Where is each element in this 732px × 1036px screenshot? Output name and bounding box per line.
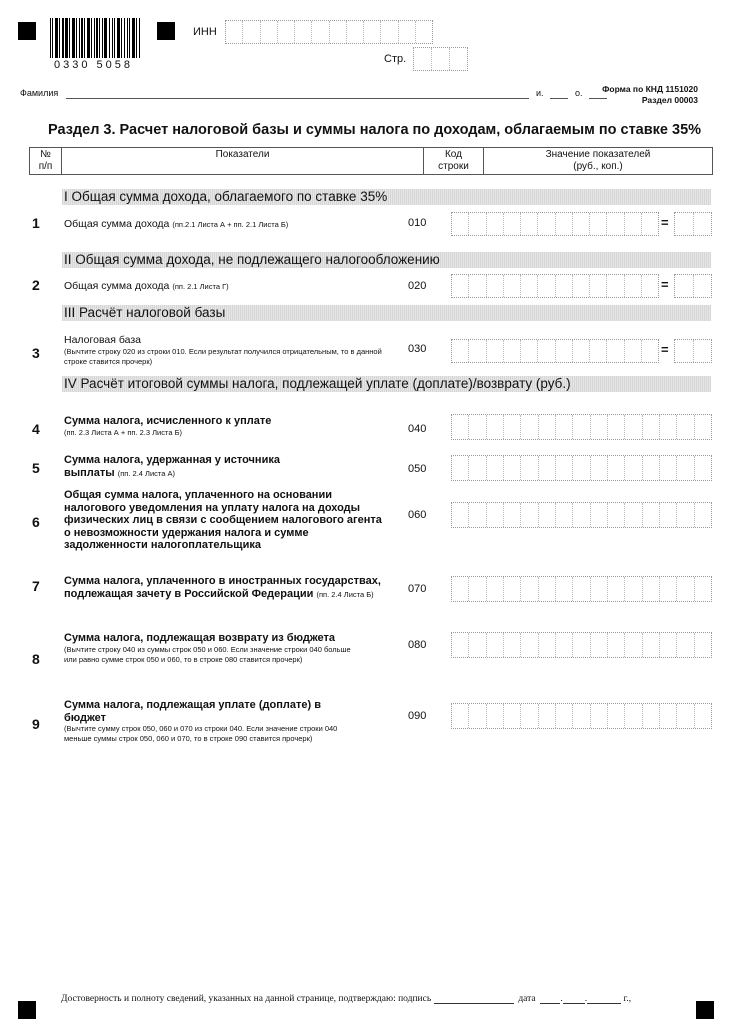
digit-cell[interactable] xyxy=(590,213,607,235)
row-code: 090 xyxy=(408,710,427,722)
certification-footer: Достоверность и полноту сведений, указанных на данной странице, подтверждаю: подпись дата . . г., xyxy=(61,994,632,1004)
digit-cell[interactable] xyxy=(487,340,504,362)
row-code: 040 xyxy=(408,423,427,435)
row-note: (Вычтите сумму строк 050, 060 и 070 из строки 040. Если значение строки 040 меньше суммы строк 050, 060 и 070, то в строке 090 ставится прочерк) xyxy=(64,724,338,743)
digit-cell[interactable] xyxy=(643,577,660,601)
digit-cell[interactable] xyxy=(469,456,486,480)
barcode-bar xyxy=(91,18,92,58)
row-number: 9 xyxy=(32,716,40,732)
initial-i-field[interactable] xyxy=(550,98,568,99)
amount-field[interactable] xyxy=(451,414,712,440)
year-suffix: г., xyxy=(623,994,632,1004)
digit-cell[interactable] xyxy=(591,456,608,480)
row-code: 070 xyxy=(408,583,427,595)
col-indicators-label: Показатели xyxy=(215,149,270,160)
digit-cell[interactable] xyxy=(504,503,521,527)
row-label xyxy=(64,415,394,438)
page-label: Стр. xyxy=(384,53,407,65)
barcode-bar xyxy=(127,18,128,58)
row-label xyxy=(64,489,389,552)
digit-cell[interactable] xyxy=(660,456,677,480)
inn-field[interactable] xyxy=(225,20,433,44)
barcode-bar xyxy=(136,18,137,58)
col-code-line2: строки xyxy=(438,161,469,172)
digit-cell[interactable] xyxy=(675,213,694,235)
digit-cell[interactable] xyxy=(642,213,658,235)
row-title: Сумма налога, удержанная у источника выплаты xyxy=(64,454,280,479)
form-code: Форма по КНД 1151020 xyxy=(602,84,698,94)
digit-cell[interactable] xyxy=(556,704,573,728)
barcode-bar xyxy=(50,18,51,58)
row-title: Сумма налога, исчисленного к уплате xyxy=(64,415,272,427)
col-code-header xyxy=(424,148,484,174)
amount-rubles-field[interactable] xyxy=(451,212,659,236)
digit-cell[interactable] xyxy=(625,456,642,480)
digit-cell[interactable] xyxy=(677,456,694,480)
row-ref: (пп. 2.1 Листа Г) xyxy=(172,282,229,291)
corner-marker-top-left xyxy=(18,22,36,40)
digit-cell[interactable] xyxy=(591,633,608,657)
digit-cell[interactable] xyxy=(556,415,573,439)
section-header-4: IV Расчёт итоговой суммы налога, подлежащей уплате (доплате)/возврату (руб.) xyxy=(62,376,711,392)
row-code: 060 xyxy=(408,509,427,521)
barcode-bar xyxy=(96,18,98,58)
barcode xyxy=(50,18,142,58)
digit-cell[interactable] xyxy=(677,503,694,527)
digit-cell[interactable] xyxy=(695,456,711,480)
digit-cell[interactable] xyxy=(625,415,642,439)
digit-cell[interactable] xyxy=(347,21,364,43)
corner-marker-bottom-left xyxy=(18,1001,36,1019)
digit-cell[interactable] xyxy=(539,415,556,439)
amount-kopecks-field[interactable] xyxy=(674,212,712,236)
digit-cell[interactable] xyxy=(556,577,573,601)
barcode-bar xyxy=(72,18,75,58)
digit-cell[interactable] xyxy=(469,213,486,235)
digit-cell[interactable] xyxy=(590,275,607,297)
digit-cell[interactable] xyxy=(504,704,521,728)
digit-cell[interactable] xyxy=(278,21,295,43)
digit-cell[interactable] xyxy=(660,704,677,728)
digit-cell[interactable] xyxy=(243,21,260,43)
row-code: 050 xyxy=(408,463,427,475)
digit-cell[interactable] xyxy=(695,633,711,657)
digit-cell[interactable] xyxy=(694,340,712,362)
row-label xyxy=(64,575,394,601)
barcode-bar xyxy=(109,18,111,58)
barcode-bar xyxy=(124,18,126,58)
certification-text: Достоверность и полноту сведений, указанных на данной странице, подтверждаю: подпись xyxy=(61,994,432,1004)
digit-cell[interactable] xyxy=(295,21,312,43)
barcode-bar xyxy=(132,18,135,58)
digit-cell[interactable] xyxy=(504,577,521,601)
row-label xyxy=(64,280,394,294)
digit-cell[interactable] xyxy=(643,704,660,728)
digit-cell[interactable] xyxy=(591,503,608,527)
digit-cell[interactable] xyxy=(432,48,450,70)
digit-cell[interactable] xyxy=(695,415,711,439)
digit-cell[interactable] xyxy=(660,633,677,657)
digit-cell[interactable] xyxy=(450,48,467,70)
surname-label: Фамилия xyxy=(20,88,59,98)
corner-marker-bottom-right xyxy=(696,1001,714,1019)
digit-cell[interactable] xyxy=(539,633,556,657)
digit-cell[interactable] xyxy=(452,633,469,657)
digit-cell[interactable] xyxy=(675,340,694,362)
digit-cell[interactable] xyxy=(504,340,521,362)
inn-label: ИНН xyxy=(193,26,217,38)
digit-cell[interactable] xyxy=(312,21,329,43)
page-number-field[interactable] xyxy=(413,47,468,71)
row-note: (Вычтите строку 040 из суммы строк 050 и 060. Если значение строки 040 больше или равно сумме строк 050 и 060, то в строке 080 ставится прочерк) xyxy=(64,644,351,664)
digit-cell[interactable] xyxy=(364,21,381,43)
digit-cell[interactable] xyxy=(608,503,625,527)
date-year-field[interactable] xyxy=(587,995,621,1004)
digit-cell[interactable] xyxy=(487,275,504,297)
digit-cell[interactable] xyxy=(452,213,469,235)
digit-cell[interactable] xyxy=(573,213,590,235)
equals-sign: = xyxy=(661,215,669,230)
date-month-field[interactable] xyxy=(563,995,585,1004)
digit-cell[interactable] xyxy=(556,503,573,527)
initial-o-label: о. xyxy=(575,88,583,98)
digit-cell[interactable] xyxy=(452,415,469,439)
digit-cell[interactable] xyxy=(590,340,607,362)
row-title: Сумма налога, уплаченного в иностранных государствах, подлежащая зачету в Российской Федерации xyxy=(64,575,381,600)
row-code: 020 xyxy=(408,280,427,292)
barcode-bar xyxy=(69,18,70,58)
digit-cell[interactable] xyxy=(504,275,521,297)
digit-cell[interactable] xyxy=(675,275,694,297)
surname-field[interactable] xyxy=(66,98,529,99)
barcode-bar xyxy=(59,18,60,58)
barcode-bar xyxy=(112,18,113,58)
barcode-bar xyxy=(129,18,130,58)
amount-kopecks-field[interactable] xyxy=(674,339,712,363)
digit-cell[interactable] xyxy=(573,340,590,362)
digit-cell[interactable] xyxy=(625,213,642,235)
row-ref: (пп.2.1 Листа А + пп. 2.1 Листа Б) xyxy=(172,220,289,229)
digit-cell[interactable] xyxy=(487,456,504,480)
digit-cell[interactable] xyxy=(452,456,469,480)
digit-cell[interactable] xyxy=(416,21,432,43)
row-number: 5 xyxy=(32,460,40,476)
digit-cell[interactable] xyxy=(677,633,694,657)
digit-cell[interactable] xyxy=(521,213,538,235)
digit-cell[interactable] xyxy=(381,21,398,43)
digit-cell[interactable] xyxy=(643,503,660,527)
digit-cell[interactable] xyxy=(608,704,625,728)
col-number-line1: № xyxy=(40,149,51,160)
digit-cell[interactable] xyxy=(539,503,556,527)
col-value-header xyxy=(484,148,712,174)
digit-cell[interactable] xyxy=(695,503,711,527)
row-number: 4 xyxy=(32,421,40,437)
digit-cell[interactable] xyxy=(504,415,521,439)
amount-field[interactable] xyxy=(451,455,712,481)
digit-cell[interactable] xyxy=(608,456,625,480)
digit-cell[interactable] xyxy=(607,213,624,235)
digit-cell[interactable] xyxy=(504,456,521,480)
amount-rubles-field[interactable] xyxy=(451,274,659,298)
equals-sign: = xyxy=(661,277,669,292)
barcode-bar xyxy=(52,18,53,58)
digit-cell[interactable] xyxy=(487,415,504,439)
digit-cell[interactable] xyxy=(556,456,573,480)
digit-cell[interactable] xyxy=(625,340,642,362)
digit-cell[interactable] xyxy=(642,340,658,362)
date-label: дата xyxy=(518,994,536,1004)
digit-cell[interactable] xyxy=(504,633,521,657)
digit-cell[interactable] xyxy=(694,213,712,235)
digit-cell[interactable] xyxy=(504,213,521,235)
digit-cell[interactable] xyxy=(521,633,538,657)
row-label xyxy=(64,334,394,367)
digit-cell[interactable] xyxy=(469,275,486,297)
row-number: 8 xyxy=(32,651,40,667)
barcode-bar xyxy=(76,18,77,58)
digit-cell[interactable] xyxy=(642,275,658,297)
digit-cell[interactable] xyxy=(608,415,625,439)
digit-cell[interactable] xyxy=(521,503,538,527)
table-header xyxy=(29,147,713,175)
barcode-bar xyxy=(121,18,122,58)
digit-cell[interactable] xyxy=(573,456,590,480)
row-title: Налоговая база xyxy=(64,334,141,346)
digit-cell[interactable] xyxy=(452,275,469,297)
digit-cell[interactable] xyxy=(521,415,538,439)
digit-cell[interactable] xyxy=(608,577,625,601)
digit-cell[interactable] xyxy=(487,704,504,728)
barcode-bar xyxy=(114,18,115,58)
barcode-bar xyxy=(117,18,120,58)
row-code: 080 xyxy=(408,639,427,651)
section-header-3: III Расчёт налоговой базы xyxy=(62,305,711,321)
digit-cell[interactable] xyxy=(330,21,347,43)
amount-rubles-field[interactable] xyxy=(451,339,659,363)
amount-field[interactable] xyxy=(451,502,712,528)
digit-cell[interactable] xyxy=(591,415,608,439)
row-title: Сумма налога, подлежащая возврату из бюджета xyxy=(64,632,335,644)
barcode-bar xyxy=(65,18,68,58)
digit-cell[interactable] xyxy=(695,577,711,601)
digit-cell[interactable] xyxy=(573,275,590,297)
initial-i-label: и. xyxy=(536,88,544,98)
row-label xyxy=(64,218,394,232)
equals-sign: = xyxy=(661,342,669,357)
col-code-line1: Код xyxy=(444,149,462,160)
digit-cell[interactable] xyxy=(625,503,642,527)
row-title: Сумма налога, подлежащая уплате (доплате) в бюджет xyxy=(64,699,321,724)
row-title: Общая сумма дохода xyxy=(64,218,170,230)
digit-cell[interactable] xyxy=(261,21,278,43)
digit-cell[interactable] xyxy=(643,456,660,480)
digit-cell[interactable] xyxy=(573,415,590,439)
digit-cell[interactable] xyxy=(677,704,694,728)
digit-cell[interactable] xyxy=(677,577,694,601)
digit-cell[interactable] xyxy=(573,503,590,527)
digit-cell[interactable] xyxy=(539,704,556,728)
digit-cell[interactable] xyxy=(521,275,538,297)
barcode-bar xyxy=(79,18,80,58)
digit-cell[interactable] xyxy=(643,415,660,439)
row-code: 010 xyxy=(408,217,427,229)
digit-cell[interactable] xyxy=(487,503,504,527)
digit-cell[interactable] xyxy=(538,275,555,297)
digit-cell[interactable] xyxy=(469,340,486,362)
digit-cell[interactable] xyxy=(625,275,642,297)
col-indicators-header xyxy=(62,148,424,174)
amount-field[interactable] xyxy=(451,632,712,658)
digit-cell[interactable] xyxy=(556,213,573,235)
digit-cell[interactable] xyxy=(677,415,694,439)
row-ref: (пп. 2.4 Листа А) xyxy=(117,468,176,478)
digit-cell[interactable] xyxy=(607,340,624,362)
barcode-bar xyxy=(104,18,107,58)
digit-cell[interactable] xyxy=(452,503,469,527)
digit-cell[interactable] xyxy=(695,704,711,728)
digit-cell[interactable] xyxy=(521,577,538,601)
digit-cell[interactable] xyxy=(226,21,243,43)
date-day-field[interactable] xyxy=(540,995,560,1004)
section-code: Раздел 00003 xyxy=(641,95,698,105)
row-number: 3 xyxy=(32,345,40,361)
digit-cell[interactable] xyxy=(694,275,712,297)
corner-marker-top-right xyxy=(157,22,175,40)
barcode-bar xyxy=(94,18,95,58)
row-note: (Вычтите строку 020 из строки 010. Если результат получился отрицательным, то в данной строке ставится прочерк) xyxy=(64,346,382,366)
barcode-bar xyxy=(62,18,64,58)
row-number: 2 xyxy=(32,277,40,293)
col-value-line2: (руб., коп.) xyxy=(573,161,623,172)
digit-cell[interactable] xyxy=(625,704,642,728)
page-title: Раздел 3. Расчет налоговой базы и суммы налога по доходам, облагаемым по ставке 35% xyxy=(48,122,702,138)
digit-cell[interactable] xyxy=(399,21,416,43)
digit-cell[interactable] xyxy=(573,633,590,657)
barcode-bar xyxy=(87,18,90,58)
row-note: (пп. 2.3 Листа А + пп. 2.3 Листа Б) xyxy=(64,427,183,437)
digit-cell[interactable] xyxy=(539,456,556,480)
digit-cell[interactable] xyxy=(452,340,469,362)
signature-field[interactable] xyxy=(434,995,514,1004)
digit-cell[interactable] xyxy=(573,577,590,601)
section-header-2: II Общая сумма дохода, не подлежащего налогообложению xyxy=(62,252,711,268)
row-title: Общая сумма налога, уплаченного на основании налогового уведомления на уплату налога на доходы физических лиц в связи с сообщением налогового агента о невозможности удержания налога и сумме задолженности налогоплательщика xyxy=(64,489,382,551)
section-header-1: I Общая сумма дохода, облагаемого по ставке 35% xyxy=(62,189,711,205)
digit-cell[interactable] xyxy=(660,503,677,527)
barcode-bar xyxy=(55,18,58,58)
digit-cell[interactable] xyxy=(556,340,573,362)
digit-cell[interactable] xyxy=(607,275,624,297)
row-number: 7 xyxy=(32,578,40,594)
digit-cell[interactable] xyxy=(556,275,573,297)
digit-cell[interactable] xyxy=(625,633,642,657)
digit-cell[interactable] xyxy=(487,213,504,235)
barcode-bar xyxy=(139,18,141,58)
row-code: 030 xyxy=(408,343,427,355)
digit-cell[interactable] xyxy=(591,704,608,728)
digit-cell[interactable] xyxy=(591,577,608,601)
digit-cell[interactable] xyxy=(521,340,538,362)
digit-cell[interactable] xyxy=(556,633,573,657)
col-number-header xyxy=(30,148,62,174)
row-label xyxy=(64,454,294,480)
digit-cell[interactable] xyxy=(608,633,625,657)
digit-cell[interactable] xyxy=(452,704,469,728)
col-number-line2: п/п xyxy=(38,161,53,172)
barcode-bar xyxy=(84,18,85,58)
digit-cell[interactable] xyxy=(521,704,538,728)
row-number: 6 xyxy=(32,514,40,530)
digit-cell[interactable] xyxy=(539,577,556,601)
digit-cell[interactable] xyxy=(625,577,642,601)
digit-cell[interactable] xyxy=(469,704,486,728)
row-number: 1 xyxy=(32,215,40,231)
digit-cell[interactable] xyxy=(487,577,504,601)
digit-cell[interactable] xyxy=(573,704,590,728)
row-label xyxy=(64,632,354,665)
digit-cell[interactable] xyxy=(414,48,432,70)
barcode-bar xyxy=(102,18,103,58)
digit-cell[interactable] xyxy=(521,456,538,480)
amount-field[interactable] xyxy=(451,576,712,602)
digit-cell[interactable] xyxy=(469,577,486,601)
amount-field[interactable] xyxy=(451,703,712,729)
col-value-line1: Значение показателей xyxy=(545,149,651,160)
form-identifier xyxy=(602,84,698,106)
digit-cell[interactable] xyxy=(452,577,469,601)
digit-cell[interactable] xyxy=(469,415,486,439)
digit-cell[interactable] xyxy=(469,633,486,657)
barcode-bar xyxy=(99,18,100,58)
row-ref: (пп. 2.4 Листа Б) xyxy=(316,589,374,599)
barcode-number: 0330 5058 xyxy=(54,59,133,71)
row-title: Общая сумма дохода xyxy=(64,280,170,292)
digit-cell[interactable] xyxy=(487,633,504,657)
digit-cell[interactable] xyxy=(643,633,660,657)
digit-cell[interactable] xyxy=(538,340,555,362)
row-label xyxy=(64,699,354,744)
digit-cell[interactable] xyxy=(469,503,486,527)
barcode-bar xyxy=(81,18,83,58)
digit-cell[interactable] xyxy=(660,577,677,601)
amount-kopecks-field[interactable] xyxy=(674,274,712,298)
digit-cell[interactable] xyxy=(538,213,555,235)
digit-cell[interactable] xyxy=(660,415,677,439)
